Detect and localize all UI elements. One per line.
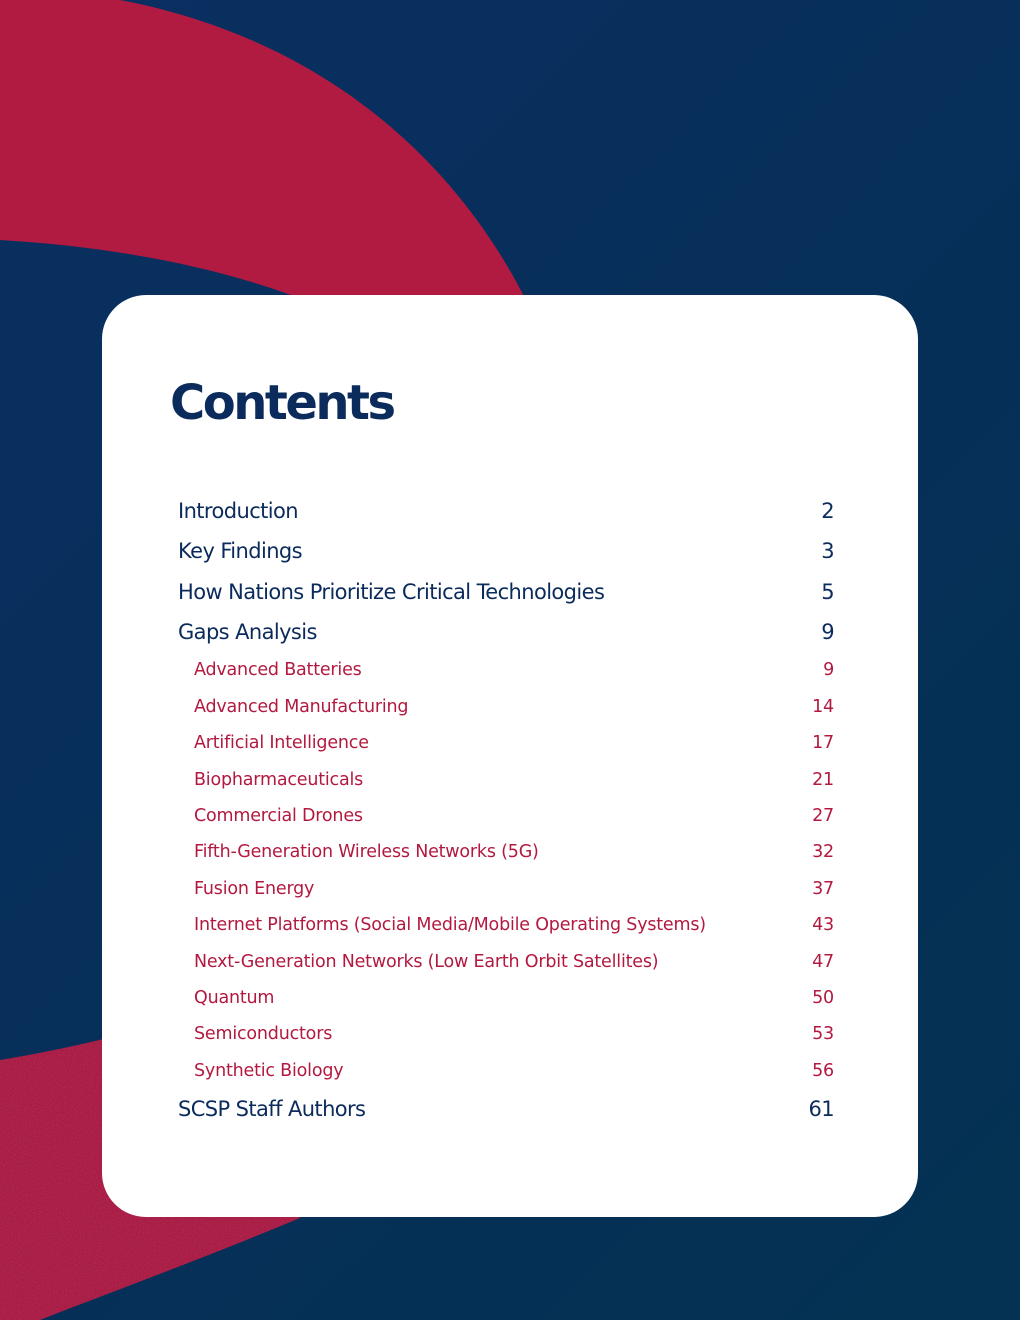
- toc-page-number: 27: [812, 805, 834, 826]
- toc-subentry-fusion-energy[interactable]: [178, 871, 834, 907]
- toc-subentry-label: Fusion Energy: [194, 878, 315, 899]
- toc-subentry-advanced-manufacturing[interactable]: [178, 689, 834, 725]
- toc-page-number: 14: [812, 696, 834, 717]
- toc-page-number: 5: [821, 579, 834, 604]
- toc-subentry-label: Artificial Intelligence: [194, 733, 369, 754]
- toc-page-number: 3: [821, 539, 834, 564]
- toc-subentry-5g[interactable]: [178, 834, 834, 870]
- toc-subentry-label: Fifth-Generation Wireless Networks (5G): [194, 842, 539, 863]
- toc-entry-label: Gaps Analysis: [178, 620, 317, 645]
- toc-subentry-label: Synthetic Biology: [194, 1060, 344, 1081]
- toc-page-number: 37: [812, 878, 834, 899]
- toc-page-number: 53: [812, 1024, 834, 1045]
- contents-card: [102, 295, 918, 1217]
- toc-entry-label: SCSP Staff Authors: [178, 1097, 366, 1122]
- toc-page-number: 56: [812, 1060, 834, 1081]
- toc-subentry-quantum[interactable]: [178, 980, 834, 1016]
- toc-subentry-internet-platforms[interactable]: [178, 907, 834, 943]
- toc-entry-introduction[interactable]: [178, 491, 834, 531]
- toc-subentry-biopharmaceuticals[interactable]: [178, 761, 834, 797]
- toc-subentry-advanced-batteries[interactable]: [178, 652, 834, 688]
- toc-entry-how-nations-prioritize[interactable]: [178, 572, 834, 612]
- toc-subentry-label: Semiconductors: [194, 1024, 333, 1045]
- toc-subentry-label: Internet Platforms (Social Media/Mobile Operating Systems): [194, 915, 706, 936]
- toc-subentry-artificial-intelligence[interactable]: [178, 725, 834, 761]
- toc-entry-label: Key Findings: [178, 539, 302, 564]
- toc-subentry-next-generation-networks[interactable]: [178, 943, 834, 979]
- toc-entry-gaps-analysis[interactable]: [178, 612, 834, 652]
- toc-page-number: 43: [812, 915, 834, 936]
- page-title: Contents: [170, 375, 394, 431]
- toc-subentry-commercial-drones[interactable]: [178, 798, 834, 834]
- toc-page-number: 32: [812, 842, 834, 863]
- toc-page-number: 9: [823, 660, 834, 681]
- toc-subentry-label: Next-Generation Networks (Low Earth Orbit Satellites): [194, 951, 659, 972]
- toc-entry-scsp-staff-authors[interactable]: [178, 1089, 834, 1129]
- toc-page-number: 17: [812, 733, 834, 754]
- toc-page-number: 9: [821, 620, 834, 645]
- toc-page-number: 47: [812, 951, 834, 972]
- toc-entry-label: Introduction: [178, 499, 298, 524]
- toc-page-number: 61: [808, 1097, 834, 1122]
- toc-subentry-label: Commercial Drones: [194, 805, 363, 826]
- toc-page-number: 2: [821, 499, 834, 524]
- toc-subentry-label: Advanced Manufacturing: [194, 696, 409, 717]
- toc-subentry-label: Quantum: [194, 987, 275, 1008]
- toc-subentry-synthetic-biology[interactable]: [178, 1052, 834, 1088]
- table-of-contents: [178, 491, 834, 1129]
- toc-entry-key-findings[interactable]: [178, 531, 834, 571]
- toc-subentry-semiconductors[interactable]: [178, 1016, 834, 1052]
- toc-page-number: 21: [812, 769, 834, 790]
- toc-subentry-label: Biopharmaceuticals: [194, 769, 364, 790]
- toc-entry-label: How Nations Prioritize Critical Technologies: [178, 579, 605, 604]
- toc-subentry-label: Advanced Batteries: [194, 660, 362, 681]
- toc-page-number: 50: [812, 987, 834, 1008]
